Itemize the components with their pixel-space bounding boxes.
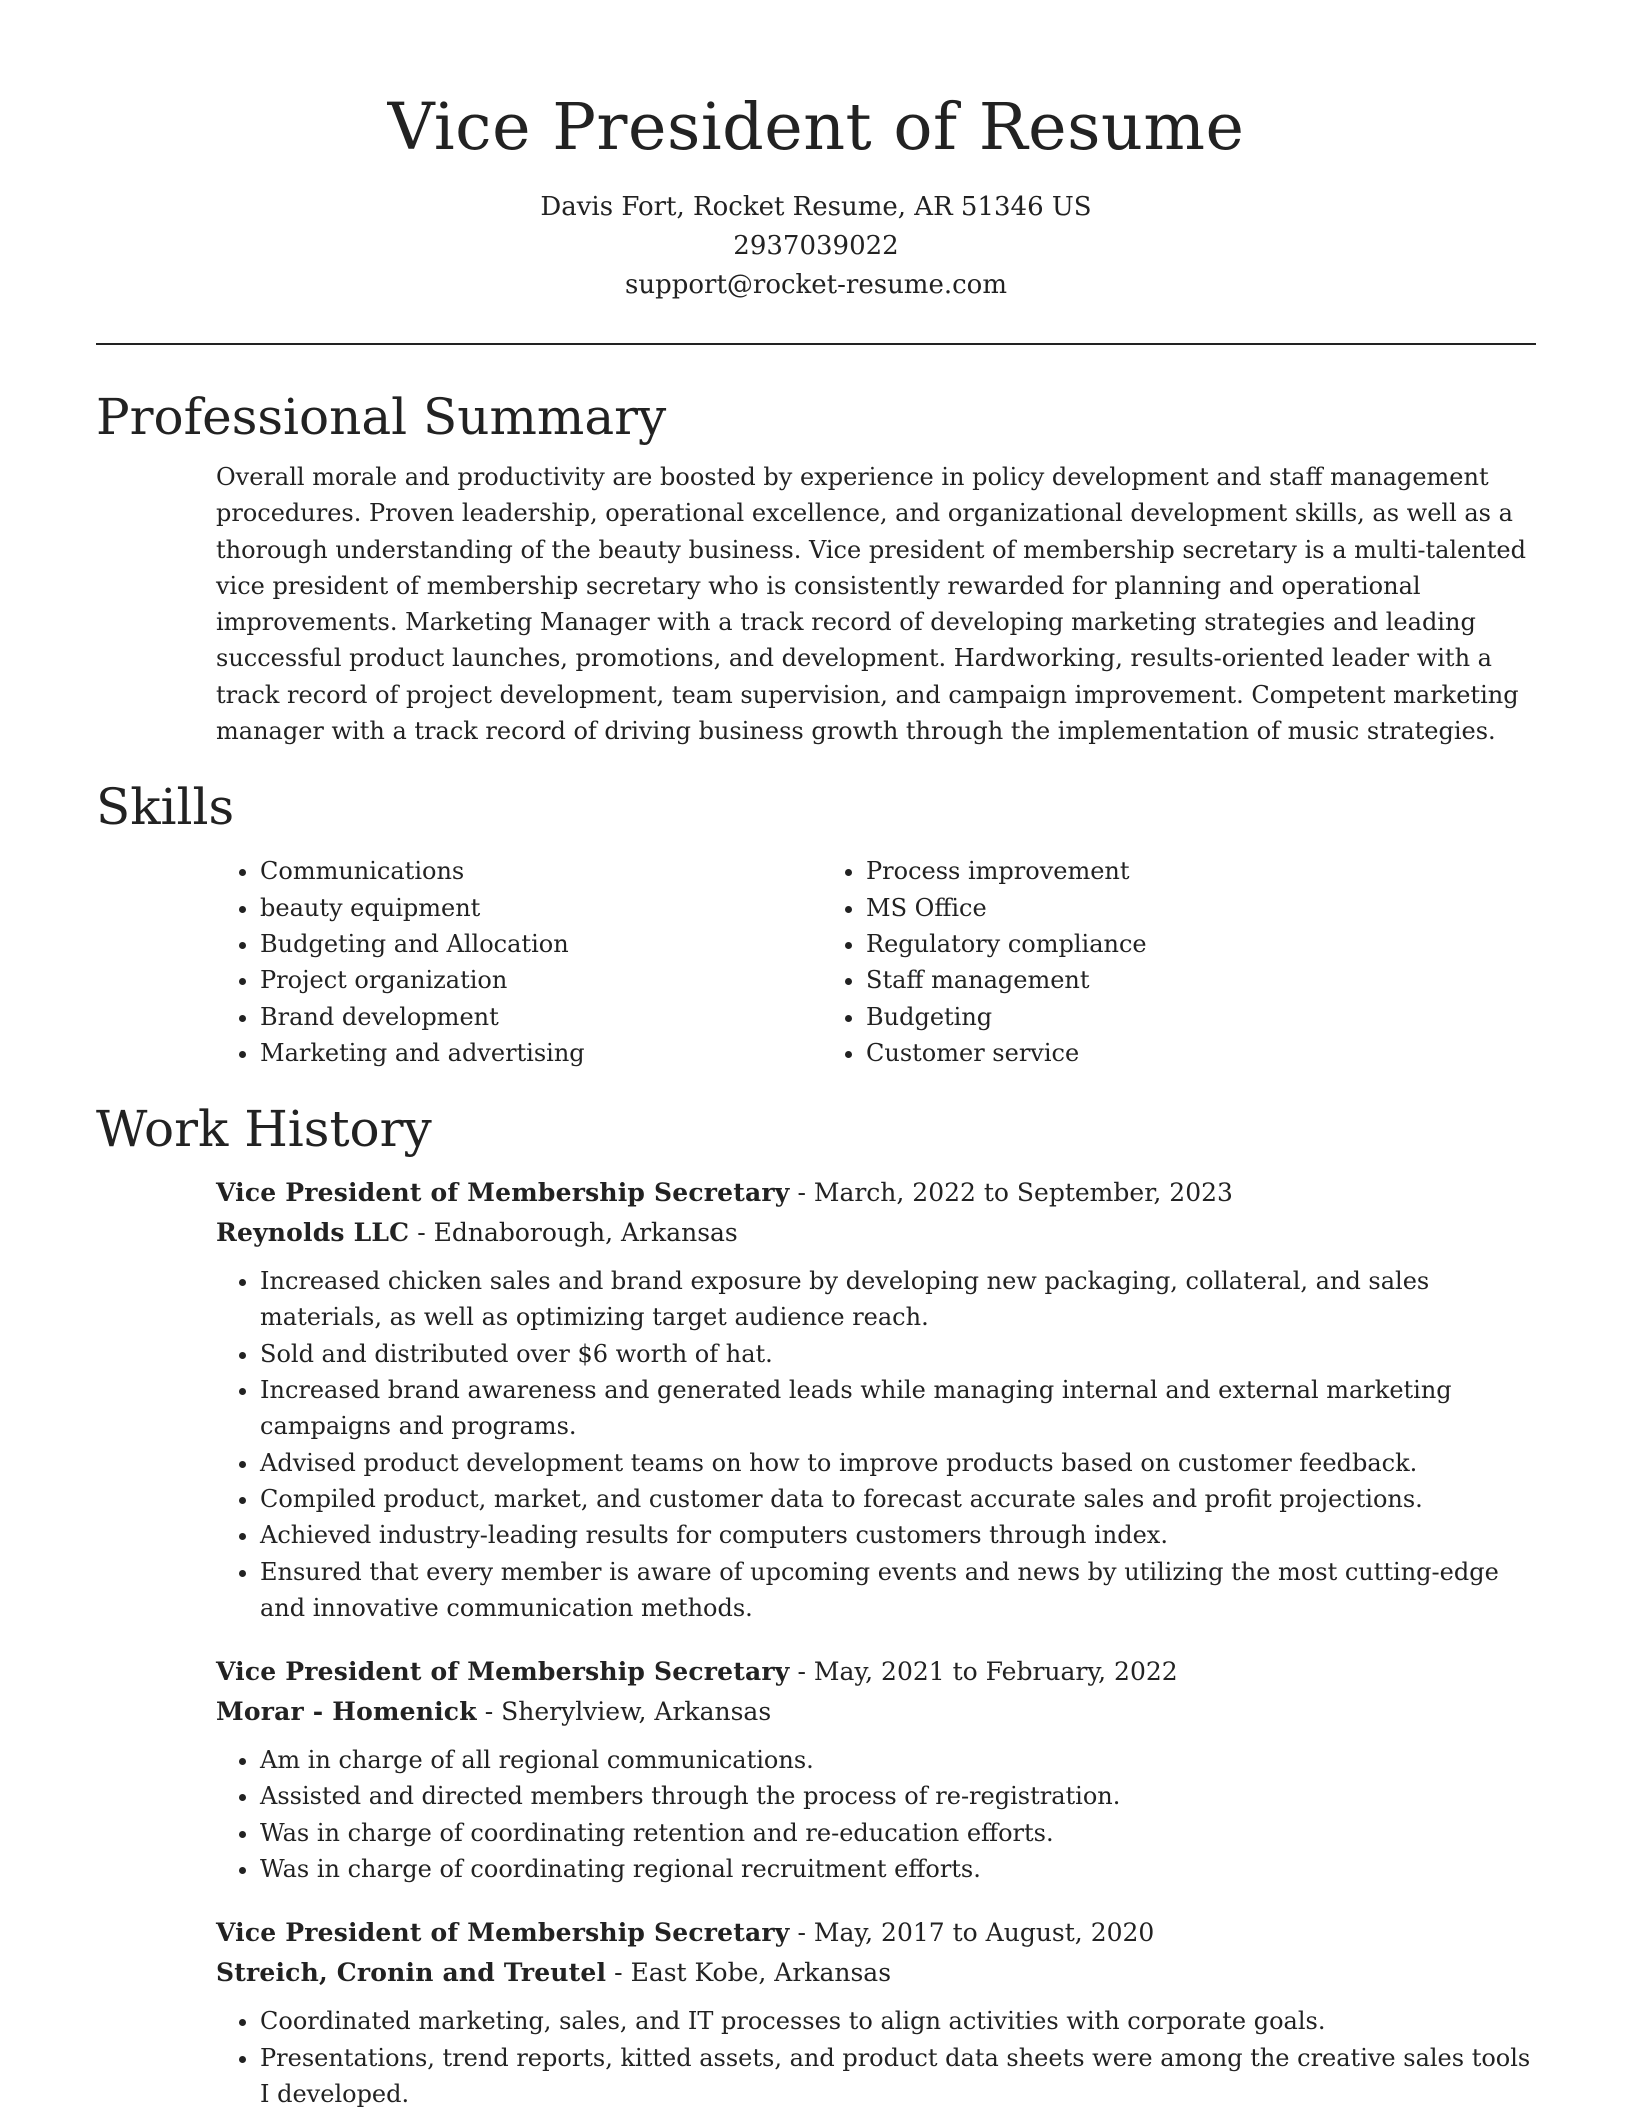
job-bullet: • Increased chicken sales and brand exposure by developing new packaging, collateral, and sales materials, as well as optimizing target audience reach. (260, 1263, 1536, 1336)
job-bullet: • Coordinated marketing, sales, and IT processes to align activities with corporate goals. (260, 2003, 1536, 2039)
summary-text: Overall morale and productivity are boosted by experience in policy development and staff management procedures. Proven leadership, operational excellence, and organizational development skills, as well as a thorough understanding of the beauty business. Vice president of membership secretary is a multi-talented vice president of membership secretary who is consistently rewarded for planning and operational improvements. Marketing Manager with a track record of developing marketing strategies and leading successful product launches, promotions, and development. Hardworking, results-oriented leader with a track record of project development, team supervision, and campaign improvement. Competent marketing manager with a track record of driving business growth through the implementation of music strategies. (216, 463, 1526, 746)
job-bullets (216, 1263, 1536, 1626)
job-bullet: • Achieved industry-leading results for computers customers through index. (260, 1517, 1536, 1553)
job-location: - Sherylview, Arkansas (476, 1697, 772, 1727)
contact-phone: 2937039022 (733, 231, 899, 261)
skills-column-left (216, 853, 822, 1071)
job-bullets (216, 1742, 1536, 1887)
skills-column-right (822, 853, 1422, 1071)
job-entry (216, 1652, 1536, 1887)
job-bullet: • Was in charge of coordinating regional recruitment efforts. (260, 1851, 1536, 1887)
skill-item: • beauty equipment (260, 890, 822, 926)
job-position: Vice President of Membership Secretary (216, 1918, 790, 1948)
job-position: Vice President of Membership Secretary (216, 1657, 790, 1687)
skill-item: • Process improvement (866, 853, 1422, 889)
job-dates: - March, 2022 to September, 2023 (789, 1178, 1233, 1208)
job-bullet: • Assisted and directed members through the process of re-registration. (260, 1778, 1536, 1814)
work-history-title: Work History (96, 1100, 432, 1159)
skill-item: • Budgeting and Allocation (260, 926, 822, 962)
job-entry (216, 1913, 1536, 2112)
skill-item: • Project organization (260, 962, 822, 998)
job-dates: - May, 2017 to August, 2020 (789, 1918, 1155, 1948)
job-location: - East Kobe, Arkansas (606, 1958, 892, 1988)
job-bullet: • Am in charge of all regional communications. (260, 1742, 1536, 1778)
skill-item: • MS Office (866, 890, 1422, 926)
skill-item: • Marketing and advertising (260, 1035, 822, 1071)
summary-title: Professional Summary (96, 388, 667, 446)
job-company-line (216, 1953, 1536, 1993)
contact-address: Davis Fort, Rocket Resume, AR 51346 US (540, 192, 1092, 222)
job-company: Streich, Cronin and Treutel (216, 1958, 607, 1988)
job-bullets (216, 2003, 1536, 2112)
job-bullet: • Compiled product, market, and customer data to forecast accurate sales and profit projections. (260, 1481, 1536, 1517)
job-bullet: • Increased brand awareness and generated leads while managing internal and external marketing campaigns and programs. (260, 1372, 1536, 1445)
job-title-line (216, 1173, 1536, 1213)
skill-item: • Regulatory compliance (866, 926, 1422, 962)
contact-email: support@rocket-resume.com (624, 270, 1007, 300)
job-position: Vice President of Membership Secretary (216, 1178, 790, 1208)
contact-block (96, 188, 1536, 305)
skill-item: • Communications (260, 853, 822, 889)
job-title-line (216, 1913, 1536, 1953)
job-bullet: • Presentations, trend reports, kitted assets, and product data sheets were among the creative sales tools I developed. (260, 2040, 1536, 2112)
job-company-line (216, 1692, 1536, 1732)
skill-item: • Customer service (866, 1035, 1422, 1071)
job-entry (216, 1173, 1536, 1626)
job-dates: - May, 2021 to February, 2022 (789, 1657, 1178, 1687)
job-location: - Ednaborough, Arkansas (409, 1218, 738, 1248)
job-bullet: • Sold and distributed over $6 worth of hat. (260, 1336, 1536, 1372)
job-title-line (216, 1652, 1536, 1692)
resume-page (96, 0, 1536, 2112)
job-bullet: • Was in charge of coordinating retention and re-education efforts. (260, 1815, 1536, 1851)
skills-list (216, 853, 1536, 1071)
header-divider (96, 343, 1536, 345)
skill-item: • Brand development (260, 999, 822, 1035)
job-company: Morar - Homenick (216, 1697, 477, 1727)
resume-name: Vice President of Resume (387, 90, 1245, 165)
job-bullet: • Ensured that every member is aware of upcoming events and news by utilizing the most cutting-edge and innovative communication methods. (260, 1554, 1536, 1627)
skill-item: • Budgeting (866, 999, 1422, 1035)
skills-title: Skills (96, 778, 235, 837)
job-bullet: • Advised product development teams on how to improve products based on customer feedback. (260, 1445, 1536, 1481)
skill-item: • Staff management (866, 962, 1422, 998)
job-company-line (216, 1213, 1536, 1253)
job-company: Reynolds LLC (216, 1218, 410, 1248)
